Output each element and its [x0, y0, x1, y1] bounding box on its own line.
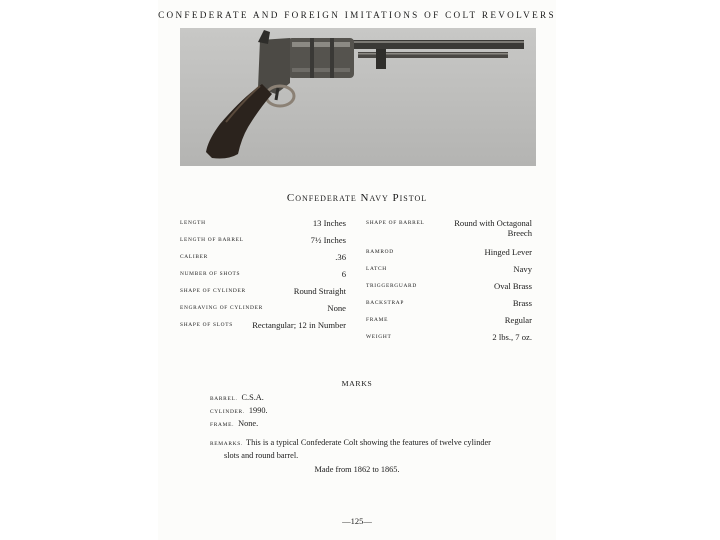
- marks-list: [210, 392, 268, 431]
- spec-label: CALIBER: [180, 254, 208, 260]
- production-dates: Made from 1862 to 1865.: [314, 465, 400, 474]
- marks-frame-value: None.: [238, 419, 259, 428]
- specs-right-column: [366, 218, 532, 349]
- spec-row: [366, 298, 532, 315]
- remarks-line-1: This is a typical Confederate Colt showing the features of twelve cylinder: [246, 438, 491, 447]
- spec-value: .36: [335, 252, 346, 262]
- running-head: CONFEDERATE AND FOREIGN IMITATIONS OF COLT REVOLVERS: [158, 10, 556, 20]
- spec-value: 13 Inches: [312, 218, 346, 228]
- spec-row: [180, 218, 346, 235]
- spec-value: Hinged Lever: [484, 247, 532, 257]
- spec-row: [366, 247, 532, 264]
- page-number: —125—: [342, 516, 372, 526]
- spec-label: SHAPE OF BARREL: [366, 220, 425, 226]
- spec-value: Navy: [513, 264, 532, 274]
- spec-row: [180, 235, 346, 252]
- spec-label: ENGRAVING OF CYLINDER: [180, 305, 263, 311]
- marks-frame-label: FRAME.: [210, 422, 235, 428]
- spec-label: LENGTH OF BARREL: [180, 237, 244, 243]
- spec-label: SHAPE OF SLOTS: [180, 322, 233, 328]
- marks-barrel-value: C.S.A.: [241, 393, 264, 402]
- spec-row: [180, 286, 346, 303]
- marks-barrel: [210, 392, 268, 405]
- spec-label: LENGTH: [180, 220, 206, 226]
- spec-value: 2 lbs., 7 oz.: [492, 332, 532, 342]
- spec-value: Brass: [512, 298, 532, 308]
- revolver-photo: [180, 28, 536, 166]
- grip: [206, 84, 272, 159]
- section-title: Confederate Navy Pistol: [286, 192, 428, 204]
- spec-value: None: [327, 303, 346, 313]
- marks-heading: MARKS: [341, 379, 373, 388]
- spec-row: [180, 320, 346, 337]
- spec-label: BACKSTRAP: [366, 300, 405, 306]
- spec-row: [366, 218, 532, 247]
- remarks-paragraph: [210, 437, 510, 461]
- spec-label: SHAPE OF CYLINDER: [180, 288, 246, 294]
- spec-row: [366, 315, 532, 332]
- spec-value: Regular: [504, 315, 532, 325]
- marks-barrel-label: BARREL.: [210, 396, 238, 402]
- spec-label: WEIGHT: [366, 334, 392, 340]
- spec-label: NUMBER OF SHOTS: [180, 271, 241, 277]
- book-page: [158, 0, 556, 540]
- marks-cylinder-label: CYLINDER.: [210, 409, 245, 415]
- spec-value: 7½ Inches: [310, 235, 346, 245]
- spec-value: Round with Octagonal Breech: [454, 218, 532, 238]
- remarks-line-2: slots and round barrel.: [224, 451, 299, 460]
- spec-value: 6: [341, 269, 346, 279]
- specs-left-column: [180, 218, 346, 337]
- spec-row: [366, 332, 532, 349]
- marks-frame: [210, 418, 268, 431]
- spec-row: [366, 264, 532, 281]
- remarks-label: REMARKS.: [210, 441, 244, 447]
- spec-label: FRAME: [366, 317, 389, 323]
- spec-label: LATCH: [366, 266, 387, 272]
- marks-cylinder-value: 1990.: [248, 406, 268, 415]
- spec-value: Round Straight: [293, 286, 346, 296]
- spec-label: RAMROD: [366, 249, 394, 255]
- hammer: [258, 30, 270, 44]
- revolver-illustration: [180, 28, 536, 166]
- spec-row: [180, 269, 346, 286]
- spec-value: Rectangular; 12 in Number: [252, 320, 346, 330]
- spec-value: Oval Brass: [494, 281, 532, 291]
- marks-cylinder: [210, 405, 268, 418]
- spec-label: TRIGGERGUARD: [366, 283, 417, 289]
- spec-row: [180, 303, 346, 320]
- spec-row: [366, 281, 532, 298]
- spec-row: [180, 252, 346, 269]
